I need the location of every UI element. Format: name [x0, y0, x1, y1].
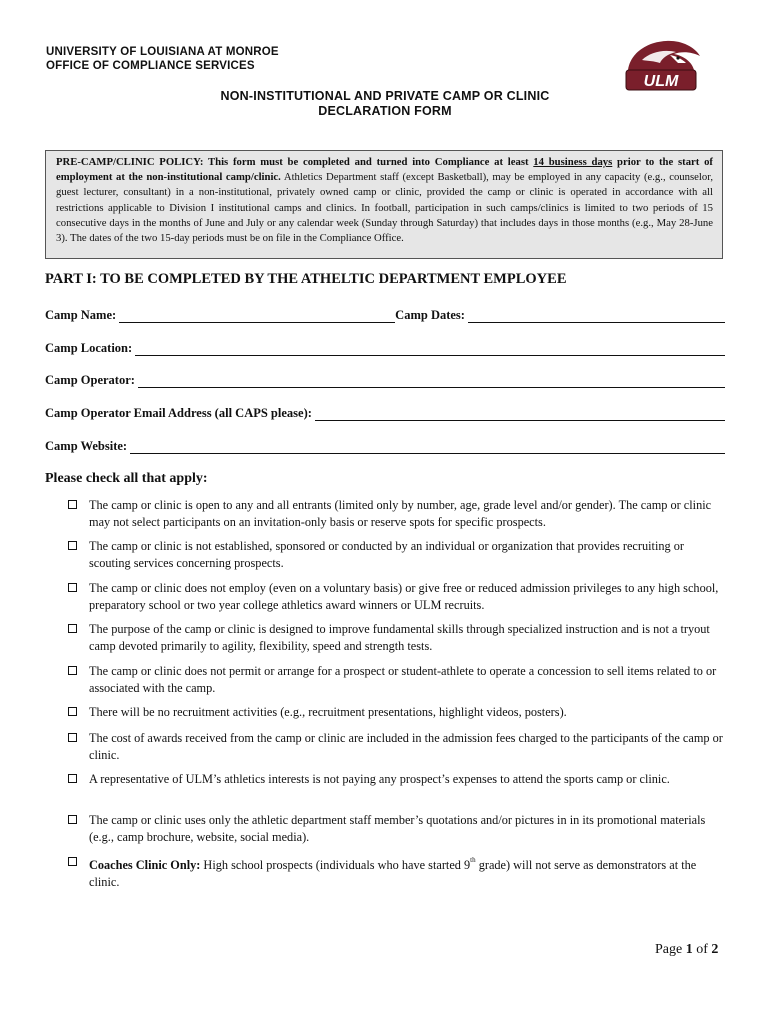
- policy-intro: PRE-CAMP/CLINIC POLICY: This form must be completed and turned into Compliance at least: [56, 156, 534, 168]
- camp-operator-email-label: Camp Operator Email Address (all CAPS please):: [45, 406, 312, 420]
- checklist-item-text: The camp or clinic does not employ (even on a voluntary basis) or give free or reduced admission privileges to any high school, preparatory school or two year college athletics award winners or ULM recruits.: [89, 581, 719, 612]
- checkbox[interactable]: [68, 815, 77, 824]
- camp-dates-field[interactable]: [468, 309, 725, 323]
- camp-location-label: Camp Location:: [45, 341, 133, 355]
- coaches-clinic-text: High school prospects (individuals who have started 9: [200, 858, 471, 873]
- university-name: UNIVERSITY OF LOUISIANA AT MONROE: [46, 46, 279, 58]
- coaches-clinic-text-end: grade) will not serve as demonstrators at the clinic.: [89, 858, 697, 889]
- camp-name-row: [45, 305, 725, 323]
- form-title-line1: NON-INSTITUTIONAL AND PRIVATE CAMP OR CLINIC: [220, 89, 550, 103]
- checklist-item-text: The camp or clinic is open to any and all entrants (limited only by number, age, grade level and/or gender). The camp or clinic may not select participants on an invitation-only basis or reserve spots for specific prospects.: [89, 498, 712, 529]
- camp-website-row: [45, 436, 725, 454]
- camp-operator-email-row: [45, 403, 725, 421]
- checklist-item-text: A representative of ULM’s athletics interests is not paying any prospect’s expenses to attend the sports camp or clinic.: [89, 772, 670, 786]
- camp-name-label: Camp Name:: [45, 308, 117, 322]
- page-total: 2: [711, 942, 719, 957]
- checklist-item-no-concession: [68, 663, 728, 696]
- policy-notice-box: [45, 150, 723, 259]
- camp-website-field[interactable]: [130, 440, 725, 454]
- coaches-clinic-label: Coaches Clinic Only:: [89, 858, 201, 873]
- checklist-item-no-booster-expenses: [68, 771, 728, 788]
- checkbox[interactable]: [68, 541, 77, 550]
- form-title-line2: DECLARATION FORM: [318, 104, 452, 118]
- camp-name-field[interactable]: [119, 309, 395, 323]
- checkbox[interactable]: [68, 707, 77, 716]
- checklist-item-text: [89, 854, 728, 890]
- page-current: 1: [685, 942, 693, 957]
- checklist-item-no-scouting: [68, 538, 728, 571]
- page-word: Page: [655, 942, 686, 957]
- checklist-item-no-recruitment: [68, 704, 728, 721]
- logo-text: ULM: [643, 73, 679, 90]
- ulm-warhawk-logo: [620, 36, 702, 96]
- checkbox[interactable]: [68, 500, 77, 509]
- of-word: of: [692, 942, 712, 957]
- camp-operator-row: [45, 370, 725, 388]
- checklist-item-promo-materials: [68, 812, 728, 845]
- checklist-item-text: The purpose of the camp or clinic is designed to improve fundamental skills through specialized instruction and is not a tryout camp devoted primarily to agility, flexibility, speed and strength tests.: [89, 622, 710, 653]
- policy-body: Athletics Department staff (except Basketball), may be employed in any capacity (e.g., counselor, guest lecturer, consultant) in a non-institutional, privately owned camp or clinic, provided the camp or clinic is operated in accordance with all restrictions applicable to Division I institutional camps and clinics. In football, participation in such camps/clinics is limited to two periods of 15 consecutive days in the months of June and July or any calendar week (Sunday through Saturday) that includes days in those months (e.g., May 28-June 3). The dates of the two 15-day periods must be on file in the Compliance Office.: [56, 171, 714, 245]
- camp-operator-label: Camp Operator:: [45, 373, 135, 387]
- checkbox[interactable]: [68, 857, 77, 866]
- part1-heading: PART I: TO BE COMPLETED BY THE ATHELTIC DEPARTMENT EMPLOYEE: [45, 271, 567, 287]
- checklist-item-no-award-winners: [68, 580, 728, 613]
- camp-operator-field[interactable]: [138, 374, 725, 388]
- checkbox[interactable]: [68, 583, 77, 592]
- page-number: [655, 942, 718, 958]
- checkbox[interactable]: [68, 666, 77, 675]
- policy-deadline: 14 business days: [533, 156, 613, 168]
- camp-location-field[interactable]: [135, 342, 725, 356]
- checklist-item-text: There will be no recruitment activities (e.g., recruitment presentations, highlight videos, posters).: [89, 705, 567, 719]
- checklist-item-skills-purpose: [68, 621, 728, 654]
- checklist-item-text: The camp or clinic uses only the athletic department staff member’s quotations and/or pictures in in its promotional materials (e.g., camp brochure, website, social media).: [89, 813, 706, 844]
- camp-location-row: [45, 338, 725, 356]
- checklist-item-text: The camp or clinic is not established, sponsored or conducted by an individual or organization that provides recruiting or scouting services concerning prospects.: [89, 539, 684, 570]
- checkbox[interactable]: [68, 774, 77, 783]
- checklist-item-coaches-clinic: [68, 854, 728, 890]
- checkbox[interactable]: [68, 624, 77, 633]
- policy-intro-rest: prior to the start of employment at the non-institutional camp/clinic.: [56, 156, 713, 184]
- camp-operator-email-field[interactable]: [315, 407, 725, 421]
- camp-dates-label: Camp Dates:: [395, 308, 465, 322]
- checklist-item-text: The camp or clinic does not permit or arrange for a prospect or student-athlete to operate a concession to sell items related to or associated with the camp.: [89, 664, 717, 695]
- camp-website-label: Camp Website:: [45, 439, 128, 453]
- checkbox[interactable]: [68, 733, 77, 742]
- checklist-heading: Please check all that apply:: [45, 471, 208, 486]
- form-title: [0, 89, 770, 119]
- ordinal-suffix: th: [470, 856, 476, 864]
- office-name: OFFICE OF COMPLIANCE SERVICES: [46, 60, 255, 72]
- checklist-item-text: The cost of awards received from the camp or clinic are included in the admission fees charged to the participants of the camp or clinic.: [89, 731, 723, 762]
- checklist-item-awards-cost: [68, 730, 728, 763]
- checklist-item-open-entry: [68, 497, 728, 530]
- office-header: [46, 45, 279, 73]
